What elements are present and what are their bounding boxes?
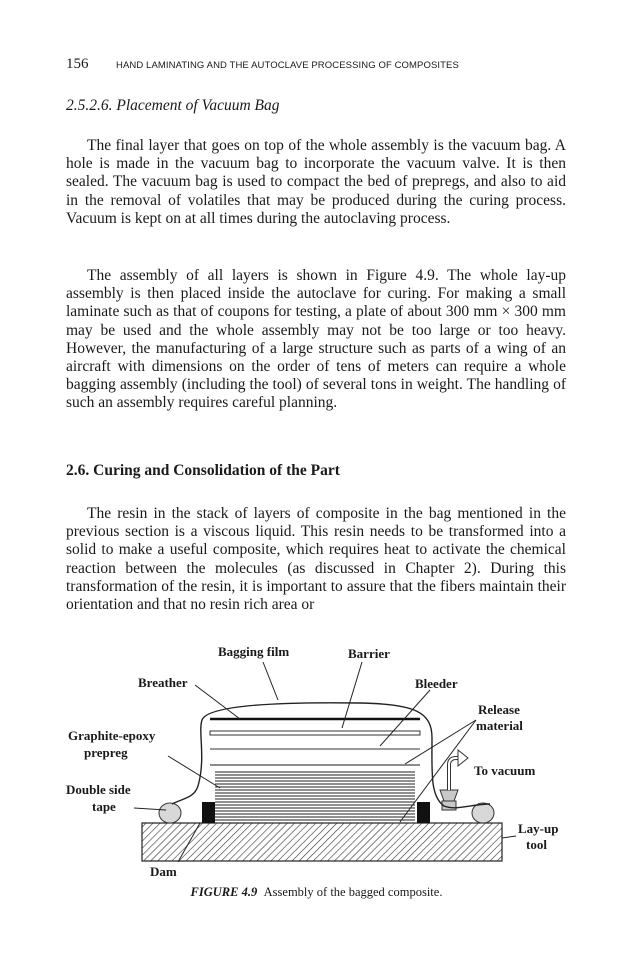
label-tape-line1: Double side <box>66 782 131 797</box>
barrier-layer <box>210 731 420 735</box>
label-release-line2: material <box>476 718 523 733</box>
label-dam: Dam <box>150 864 177 879</box>
dam-right <box>417 802 430 823</box>
label-prepreg-line2: prepreg <box>84 745 128 760</box>
figure-caption <box>0 885 633 900</box>
paragraph-assembly: The assembly of all layers is shown in Figure 4.9. The whole lay-up assembly is then placed inside the autoclave for curing. For making a small laminate such as that of coupons for testing, a plate of about 300 mm × 300 mm may be used and the whole assembly may not be too large or too heavy. However, the manufacturing of a large structure such as parts of a wing of an aircraft with dimensions on the order of tens of meters can require a whole bagging assembly (including the tool) of several tons in weight. The handling of such an assembly requires careful planning. <box>66 267 566 412</box>
label-layup-line2: tool <box>526 837 547 852</box>
vacuum-valve <box>440 750 468 810</box>
page-number: 156 <box>66 56 89 72</box>
tape-roll-right <box>472 803 494 823</box>
label-bagging-film: Bagging film <box>218 644 290 659</box>
running-header <box>66 58 566 76</box>
tape-roll-left <box>159 803 181 823</box>
figure-caption-label: FIGURE 4.9 <box>190 885 258 899</box>
prepreg-stack <box>215 772 415 820</box>
layup-tool <box>142 823 502 861</box>
dam-left <box>202 802 215 823</box>
label-bleeder: Bleeder <box>415 676 458 691</box>
paragraph-vacuum-bag: The final layer that goes on top of the whole assembly is the vacuum bag. A hole is made in the vacuum bag to incorporate the vacuum valve. It is then sealed. The vacuum bag is used to compact the bed of prepregs, and also to aid in the removal of volatiles that may be produced during the curing process. Vacuum is kept on at all times during the autoclaving process. <box>66 137 566 227</box>
section-heading: 2.6. Curing and Consolidation of the Part <box>66 462 340 479</box>
subsection-heading: 2.5.2.6. Placement of Vacuum Bag <box>66 97 280 114</box>
label-breather: Breather <box>138 675 188 690</box>
figure-caption-text: Assembly of the bagged composite. <box>263 885 443 899</box>
label-tape-line2: tape <box>92 799 116 814</box>
running-title: HAND LAMINATING AND THE AUTOCLAVE PROCESSING OF COMPOSITES <box>116 60 459 71</box>
label-prepreg-line1: Graphite-epoxy <box>68 728 156 743</box>
paragraph-curing: The resin in the stack of layers of composite in the bag mentioned in the previous section is a viscous liquid. This resin needs to be transformed into a solid to make a useful composite, which requires heat to activate the chemical reaction between the molecules (as discussed in Chapter 2). During this transformation of the resin, it is important to assure that the fibers maintain their orientation and that no resin rich area or <box>66 505 566 614</box>
label-release-line1: Release <box>478 702 520 717</box>
label-barrier: Barrier <box>348 646 390 661</box>
label-to-vacuum: To vacuum <box>474 763 536 778</box>
bagging-assembly-diagram <box>60 640 580 895</box>
label-layup-line1: Lay-up <box>518 821 559 836</box>
